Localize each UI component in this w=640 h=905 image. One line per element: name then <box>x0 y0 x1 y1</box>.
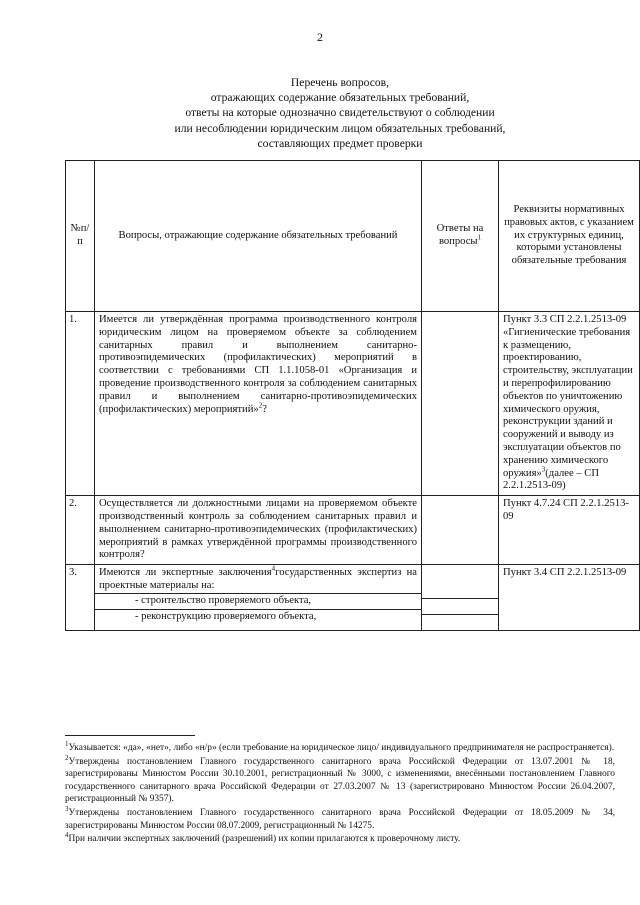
footnote-text: Утверждены постановлением Главного государственного санитарного врача Российской Федерации от 13.07.2001 № 18, зарегистрированы Минюстом России 30.10.2001, регистрационный № 3000, с изменениями, внесёнными постановлением Главного государственного санитарного врача Российской Федерации от 27.03.2007 № 13 (зарегистрировано Минюстом России 26.04.2007, регистрационный № 9357). <box>65 756 615 805</box>
table-header-row <box>66 161 640 312</box>
footnote-ref: 2 <box>258 401 263 410</box>
footnote-mark: 3 <box>65 804 69 813</box>
row-requisite: Пункт 4.7.24 СП 2.2.1.2513-09 <box>499 496 640 565</box>
row-number: 2. <box>66 496 95 565</box>
footnote-ref: 3 <box>541 465 546 474</box>
answer-cell-construction[interactable] <box>422 598 498 614</box>
header-num-text: №п/п <box>70 223 90 247</box>
header-answer <box>422 161 499 312</box>
row-question <box>95 565 422 631</box>
question-end: ? <box>262 403 267 415</box>
title-line: составляющих предмет проверки <box>257 136 423 150</box>
header-requisites <box>499 161 640 312</box>
table-row <box>66 565 640 631</box>
row-question <box>95 312 422 496</box>
requisite-text: Пункт 3.3 СП 2.2.1.2513-09 «Гигиенические требования к размещению, проектированию, строительству, эксплуатации и перепрофилированию объектов по уничтожению химического оружия, реконструкции зданий и сооружений и выводу из эксплуатации объектов по хранению химического оружия» <box>503 314 633 479</box>
title-line: отражающих содержание обязательных требований, <box>210 91 470 105</box>
question-text: Имеются ли экспертные заключения <box>99 567 272 579</box>
answer-cell-reconstruction[interactable] <box>422 614 498 630</box>
row-answer-cell[interactable] <box>422 312 499 496</box>
table-row <box>66 312 640 496</box>
document-title <box>95 75 585 151</box>
row-number: 1. <box>66 312 95 496</box>
row-answer-cell[interactable] <box>422 565 499 631</box>
footnote-mark: 1 <box>65 739 69 748</box>
row-requisite <box>499 312 640 496</box>
row-number: 3. <box>66 565 95 631</box>
title-line: Перечень вопросов, <box>290 76 390 89</box>
footnote-ref: 4 <box>271 564 276 573</box>
footnote <box>65 753 615 806</box>
table-row <box>66 496 640 565</box>
requisite-end: (далее – СП 2.2.1.2513-09) <box>503 467 599 492</box>
footnote-ref: 1 <box>477 233 482 242</box>
title-line: ответы на которые однозначно свидетельствуют о соблюдении <box>185 106 495 120</box>
row-requisite: Пункт 3.4 СП 2.2.1.2513-09 <box>499 565 640 631</box>
footnote-mark: 4 <box>65 831 69 840</box>
header-answer-text: Ответы на вопросы <box>436 223 484 247</box>
question-text-cont: государственных экспертиз на проектные материалы на: <box>99 567 417 591</box>
row-answer-cell[interactable] <box>422 496 499 565</box>
header-question <box>95 161 422 312</box>
footnote-text: При наличии экспертных заключений (разрешений) их копии прилагаются к проверочному листу. <box>68 834 461 845</box>
checklist-table <box>65 160 640 631</box>
footnote <box>65 833 615 846</box>
question-text: Имеется ли утверждённая программа производственного контроля юридическим лицом на проверяемом объекте за соблюдением санитарных правил и выполнением санитарно-противоэпидемических (профилактических) мероприятий в соответствии с требованиями СП 1.1.1058-01 «Организация и проведение производственного контроля за соблюдением санитарных правил и выполнением санитарно-противоэпидемических (профилактических) мероприятий» <box>99 314 417 415</box>
footnote-mark: 2 <box>65 753 69 762</box>
page-number: 2 <box>317 30 323 44</box>
footnote-text: Утверждены постановлением Главного государственного санитарного врача Российской Федерации от 18.05.2009 № 34, зарегистрированы Минюстом России 08.07.2009, регистрационный № 14275. <box>65 807 615 831</box>
header-num <box>66 161 95 312</box>
header-question-text: Вопросы, отражающие содержание обязательных требований <box>118 229 398 241</box>
footnote-divider <box>65 735 195 736</box>
footnote-text: Указывается: «да», «нет», либо «н/р» (если требование на юридическое лицо/ индивидуального предпринимателя не распространяется). <box>68 743 615 753</box>
footnote <box>65 804 615 832</box>
title-line: или несоблюдении юридическим лицом обязательных требований, <box>174 121 506 135</box>
row-question: Осуществляется ли должностными лицами на проверяемом объекте производственный контроль за соблюдением санитарных правил и выполнением санитарно-противоэпидемических (профилактических) мероприятий в рамках утверждённой программы производственного контроля? <box>95 496 422 565</box>
footnote <box>65 739 615 755</box>
footnotes <box>65 739 615 847</box>
sub-item-reconstruction: - реконструкцию проверяемого объекта, <box>95 609 421 625</box>
answer-cell-main[interactable] <box>422 565 498 598</box>
header-requisites-text: Реквизиты нормативных правовых актов, с указанием их структурных единиц, которыми установлены обязательные требования <box>504 204 634 267</box>
sub-item-construction: - строительство проверяемого объекта, <box>95 593 421 609</box>
